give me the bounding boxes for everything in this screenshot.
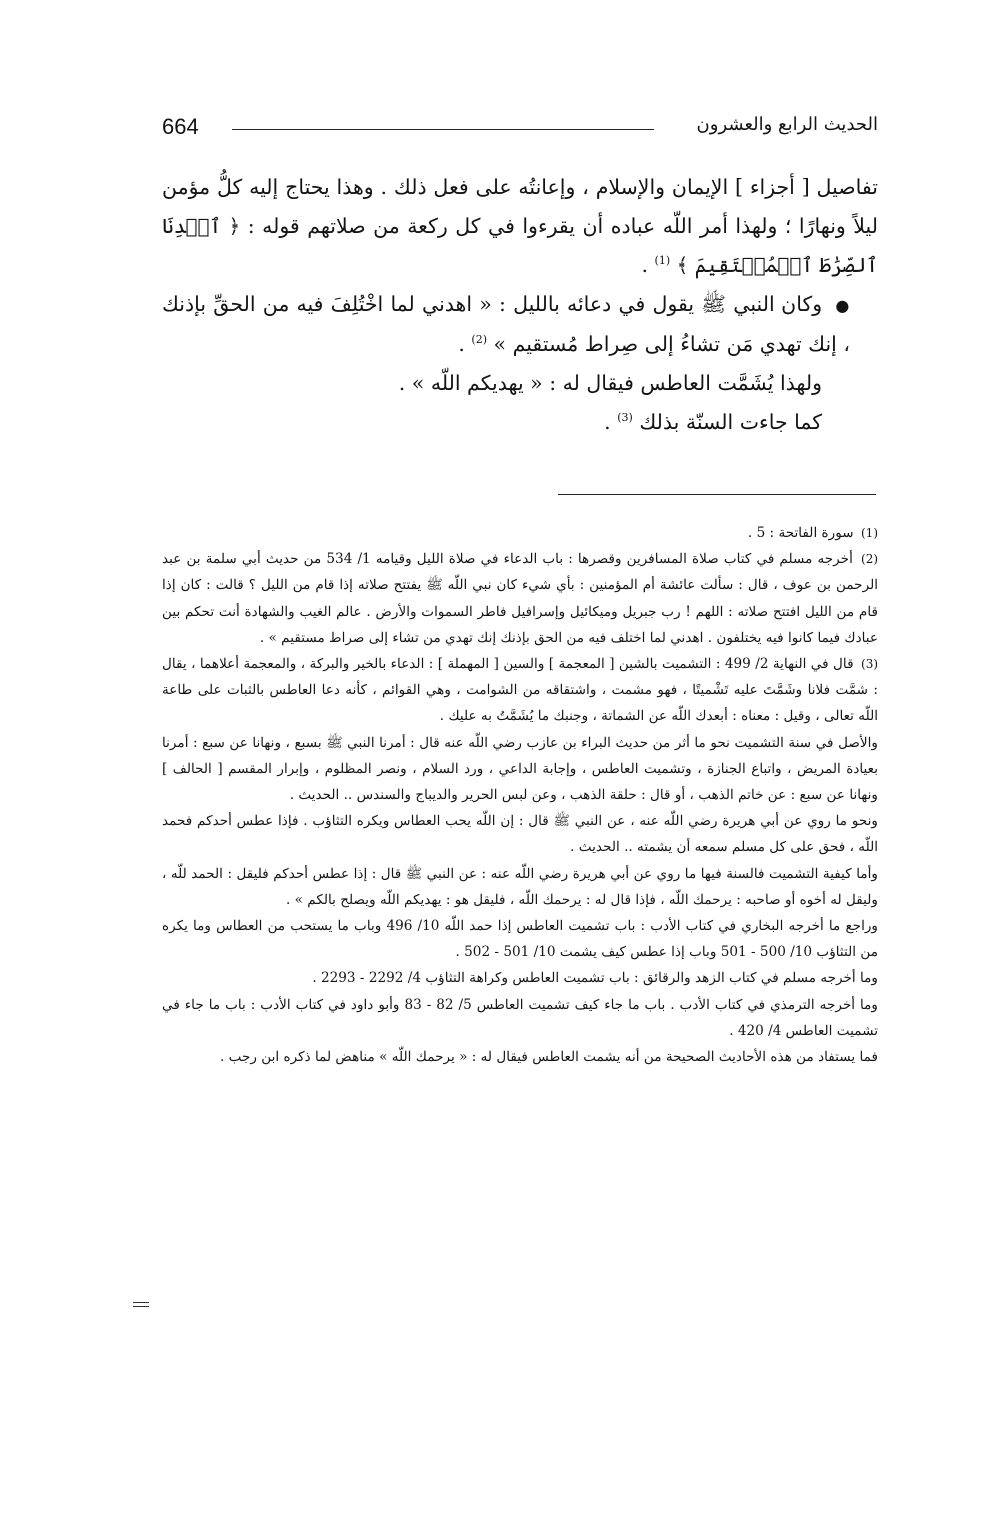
paragraph-1-end: .: [641, 253, 648, 277]
footnote-3-paragraph-4: وأما كيفية التشميت فالسنة فيها ما روي عن أبي هريرة رضي اللّه عنه : عن النبي ﷺ قال : إذا عطس أحدكم فليقل : الحمد للّه ، وليقل له أخوه أو صاحبه : يرحمك اللّه ، فإذا قال له : يرحمك اللّه ، فليقل هو : يهديكم اللّه ويصلح بالكم » .: [162, 865, 878, 908]
bullet-icon: ●: [835, 296, 850, 315]
paragraph-2-end: .: [458, 332, 465, 356]
margin-mark-line-2: [133, 1306, 149, 1307]
paragraph-1: [162, 168, 878, 285]
page-number: 664: [162, 114, 199, 139]
footnote-3-paragraph-8: فما يستفاد من هذه الأحاديث الصحيحة من أنه يشمت العاطس فيقال له : « يرحمك اللّه » مناهض لما ذكره ابن رجب .: [219, 1049, 878, 1066]
paragraph-4-text: كما جاءت السنّة بذلك: [639, 410, 822, 434]
footnote-ref-1[interactable]: (1): [654, 254, 671, 268]
footnote-2-marker: (2): [861, 552, 879, 567]
margin-mark: [133, 1302, 149, 1310]
footnote-3: [162, 651, 878, 730]
footnote-2-text: أخرجه مسلم في كتاب صلاة المسافرين وقصرها : باب الدعاء في صلاة الليل وقيامه 1/ 534 من حديث أبي سلمة بن عبد الرحمن بن عوف ، قال : سألت عائشة أم المؤمنين : بأي شيء كان نبي اللّه ﷺ يفتتح صلاته إذا قام من الليل ؟ قالت : كان إذا قام من الليل افتتح صلاته : اللهم ! رب جبريل وميكائيل وإسرافيل فاطر السموات والأرض . عالم الغيب والشهادة أنت تحكم بين عبادك فيما كانوا فيه يختلفون . اهدني لما اختلف فيه من الحق بإذنك إنك تهدي من تشاء إلى صراط مستقيم » .: [162, 551, 878, 646]
footnote-3-marker: (3): [861, 657, 879, 672]
running-title: الحديث الرابع والعشرون: [696, 114, 878, 135]
page-header: [162, 112, 878, 148]
footnote-ref-2[interactable]: (2): [471, 333, 488, 347]
quran-verse: ﴿ ٱهۡدِنَا ٱلصِّرَٰطَ ٱلۡمُسۡتَقِيمَ ﴾: [162, 214, 878, 277]
main-text: [162, 168, 878, 442]
footnote-3-paragraph-3: ونحو ما روي عن أبي هريرة رضي اللّه عنه ، عن النبي ﷺ قال : إن اللّه يحب العطاس ويكره التثاؤب . فإذا عطس أحدكم فحمد اللّه ، فحق على كل مسلم سمعه أن يشمته .. الحديث .: [162, 813, 878, 856]
footnote-3-paragraph-6: وما أخرجه مسلم في كتاب الزهد والرقائق : باب تشميت العاطس وكراهة التثاؤب 4/ 2292 - 2293 .: [312, 970, 878, 987]
footnote-3-paragraph-5: وراجع ما أخرجه البخاري في كتاب الأدب : باب تشميت العاطس إذا حمد اللّه 10/ 496 وباب ما يستحب من العطاس وما يكره من التثاؤب 10/ 500 - 501 وباب إذا عطس كيف يشمت 10/ 501 - 502 .: [162, 918, 878, 961]
footnote-1-marker: (1): [860, 526, 878, 540]
footnote-3-paragraph-2: والأصل في سنة التشميت نحو ما أثر من حديث البراء بن عازب رضي اللّه عنه قال : أمرنا النبي ﷺ بسبع ، ونهانا عن سبع : أمرنا بعيادة المريض ، واتباع الجنازة ، وتشميت العاطس ، وإجابة الداعي ، ورد السلام ، ونصر المظلوم ، وإبرار المقسم [ الحالف ] ونهانا عن سبع : عن خاتم الذهب ، أو قال : حلقة الذهب ، وعن لبس الحرير والديباج والسندس .. الحديث .: [162, 734, 878, 804]
footnote-1: [162, 520, 878, 546]
paragraph-4: [162, 403, 878, 442]
footnote-3-text: قال في النهاية 2/ 499 : التشميت بالشين [ المعجمة ] والسين [ المهملة ] : الدعاء بالخير والبركة ، والمعجمة أعلاهما ، يقال : شمَّت فلانا وشَمَّتَ عليه تَشْميتًا ، فهو مشمت ، واشتقاقه من الشوامت ، وهي القوائم ، كأنه دعا العاطس بالثبات على طاعة اللّه تعالى ، وقيل : معناه : أبعدك اللّه عن الشماتة ، وجنبك ما يُشَمَّتُ به عليك .: [162, 656, 878, 725]
footnote-1-text: سورة الفاتحة : 5 .: [747, 525, 854, 541]
paragraph-2: [162, 285, 878, 364]
header-rule: [232, 129, 654, 130]
footnote-separator: [558, 494, 876, 495]
paragraph-4-end: .: [604, 410, 611, 434]
paragraph-3: [162, 364, 878, 403]
paragraph-3-text: ولهذا يُشَمَّت العاطس فيقال له : « يهديكم اللّه » .: [398, 371, 822, 395]
footnote-2: [162, 546, 878, 651]
paragraph-1-text: تفاصيل [ أجزاء ] الإيمان والإسلام ، وإعانتُه على فعل ذلك . وهذا يحتاج إليه كلُّ مؤمن ليلاً ونهارًا ؛ ولهذا أمر اللّه عباده أن يقرءوا في كل ركعة من صلاتهم قوله :: [162, 175, 878, 238]
paragraph-2-text: وكان النبي ﷺ يقول في دعائه بالليل : « اهدني لما اخْتُلِفَ فيه من الحقِّ بإذنك ، إنك تهدي مَن تشاءُ إلى صِراط مُستقيم »: [162, 292, 850, 356]
margin-mark-line-1: [133, 1302, 149, 1303]
footnote-ref-3[interactable]: (3): [617, 411, 633, 425]
footnotes: [162, 520, 878, 1070]
footnote-3-paragraph-7: وما أخرجه الترمذي في كتاب الأدب . باب ما جاء كيف تشميت العاطس 5/ 82 - 83 وأبو داود في كتاب الأدب : باب ما جاء في تشميت العاطس 4/ 420 .: [162, 996, 878, 1039]
